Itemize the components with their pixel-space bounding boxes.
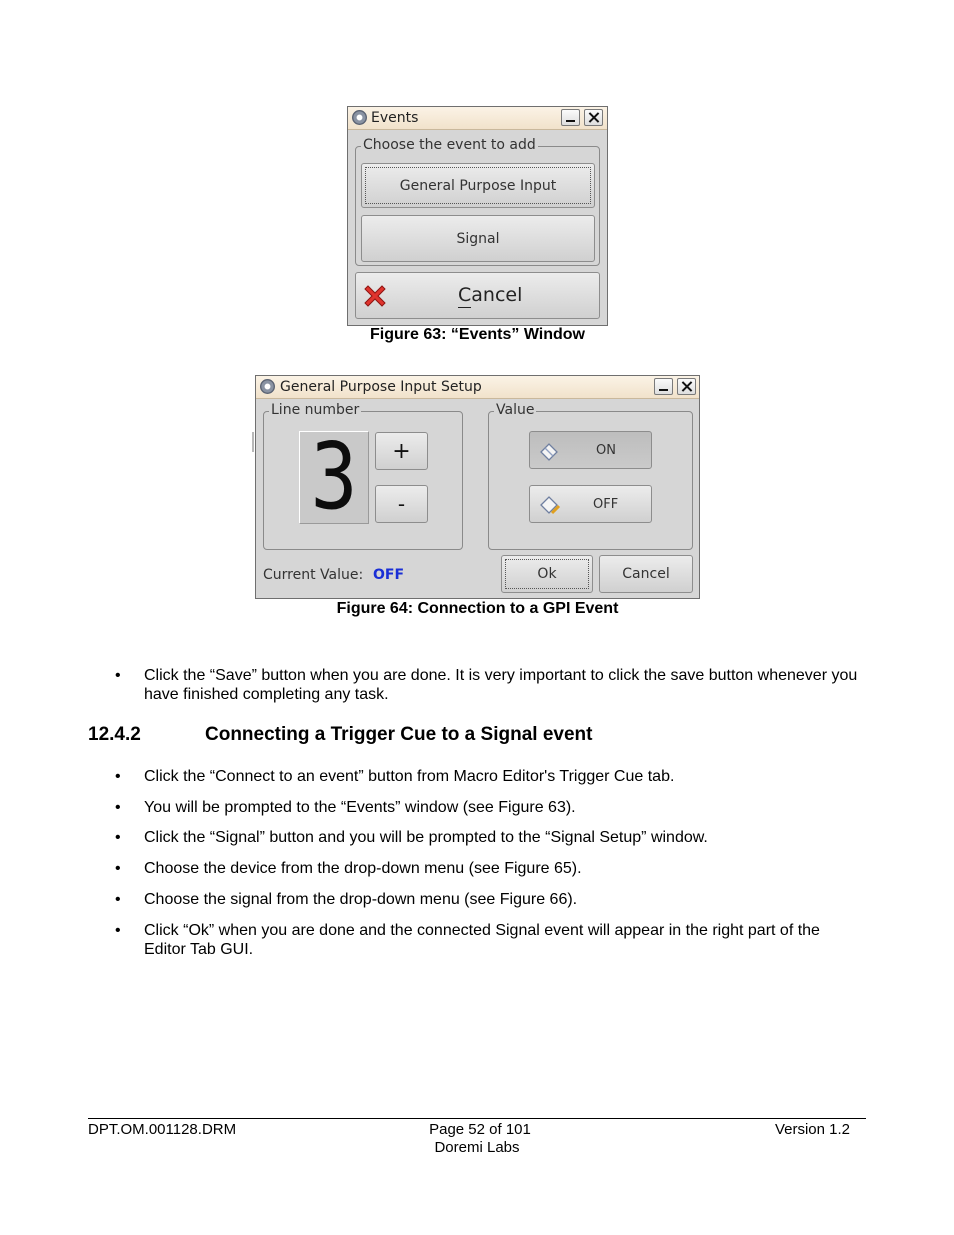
line-number-display xyxy=(299,423,369,530)
on-button[interactable] xyxy=(529,431,652,469)
current-value: OFF xyxy=(373,567,405,583)
gpi-window-titlebar[interactable] xyxy=(256,376,699,399)
minimize-icon[interactable] xyxy=(561,109,580,126)
figure-64-caption: Figure 64: Connection to a GPI Event xyxy=(336,600,619,617)
value-legend: Value xyxy=(496,402,535,418)
events-cancel-label: Cancel xyxy=(458,284,523,306)
decrement-button[interactable] xyxy=(375,485,428,523)
events-window-title: Events xyxy=(371,110,419,126)
bullet-symbol: • xyxy=(115,891,121,908)
gpi-setup-window xyxy=(255,375,700,599)
footer-page-number: Page 52 of 101 xyxy=(429,1121,531,1138)
bullet-symbol: • xyxy=(115,922,121,939)
value-group xyxy=(488,402,693,550)
on-label: ON xyxy=(596,443,616,458)
gpi-cancel-button[interactable] xyxy=(599,555,693,593)
line-number-legend: Line number xyxy=(271,402,360,418)
gpi-window-edge-mark xyxy=(252,432,254,452)
bullet-text: Choose the device from the drop-down menu (see Figure 65). xyxy=(144,860,582,877)
footer-document-id: DPT.OM.001128.DRM xyxy=(88,1121,237,1138)
mnemonic-underline xyxy=(458,307,471,308)
footer-version: Version 1.2 xyxy=(774,1121,850,1138)
line-number-value: 3 xyxy=(310,423,358,530)
choose-event-legend: Choose the event to add xyxy=(363,137,536,153)
current-value-label: Current Value: xyxy=(263,567,364,583)
section-number: 12.4.2 xyxy=(88,724,141,745)
eraser-pencil-icon xyxy=(539,494,561,516)
app-gear-icon xyxy=(260,379,275,394)
bullet-text: Click the “Save” button when you are done. It is very important to click the save button whenever you have finished completing any task. xyxy=(144,667,858,703)
events-window-titlebar[interactable] xyxy=(348,107,607,130)
ok-button[interactable] xyxy=(501,555,593,593)
events-cancel-button[interactable] xyxy=(355,272,600,319)
choose-event-group xyxy=(355,137,600,266)
off-label: OFF xyxy=(593,497,619,512)
increment-button[interactable] xyxy=(375,432,428,470)
app-gear-icon xyxy=(352,110,367,125)
gpi-window-title: General Purpose Input Setup xyxy=(280,379,482,395)
bullet-text: Click the “Connect to an event” button from Macro Editor's Trigger Cue tab. xyxy=(144,768,675,785)
signal-label: Signal xyxy=(456,230,500,247)
ok-label: Ok xyxy=(537,566,557,582)
bullet-text: You will be prompted to the “Events” window (see Figure 63). xyxy=(144,799,576,816)
bullet-text: Choose the signal from the drop-down menu (see Figure 66). xyxy=(144,891,578,908)
minus-label: - xyxy=(397,492,406,516)
general-purpose-input-button[interactable] xyxy=(361,163,595,208)
minimize-icon[interactable] xyxy=(654,378,673,395)
general-purpose-input-label: General Purpose Input xyxy=(399,177,557,194)
footer-rule xyxy=(88,1118,866,1119)
bullet-text: Click the “Signal” button and you will be prompted to the “Signal Setup” window. xyxy=(144,829,708,846)
off-button[interactable] xyxy=(529,485,652,523)
eraser-icon xyxy=(539,441,561,461)
line-number-group xyxy=(263,402,463,550)
events-window xyxy=(347,106,608,326)
signal-button[interactable] xyxy=(361,215,595,262)
close-icon[interactable] xyxy=(677,378,696,395)
bullet-symbol: • xyxy=(115,667,121,684)
bullet-text: Click “Ok” when you are done and the connected Signal event will appear in the right part of the Editor Tab GUI. xyxy=(144,922,820,958)
figure-63-caption: Figure 63: “Events” Window xyxy=(370,326,585,343)
section-title: Connecting a Trigger Cue to a Signal event xyxy=(205,724,593,745)
close-icon[interactable] xyxy=(584,109,603,126)
bullet-symbol: • xyxy=(115,860,121,877)
bullet-symbol: • xyxy=(115,829,121,846)
footer-company: Doremi Labs xyxy=(434,1139,520,1156)
plus-label: + xyxy=(392,438,411,464)
red-x-icon xyxy=(361,282,389,310)
bullet-symbol: • xyxy=(115,799,121,816)
bullet-symbol: • xyxy=(115,768,121,785)
gpi-cancel-label: Cancel xyxy=(622,566,670,582)
